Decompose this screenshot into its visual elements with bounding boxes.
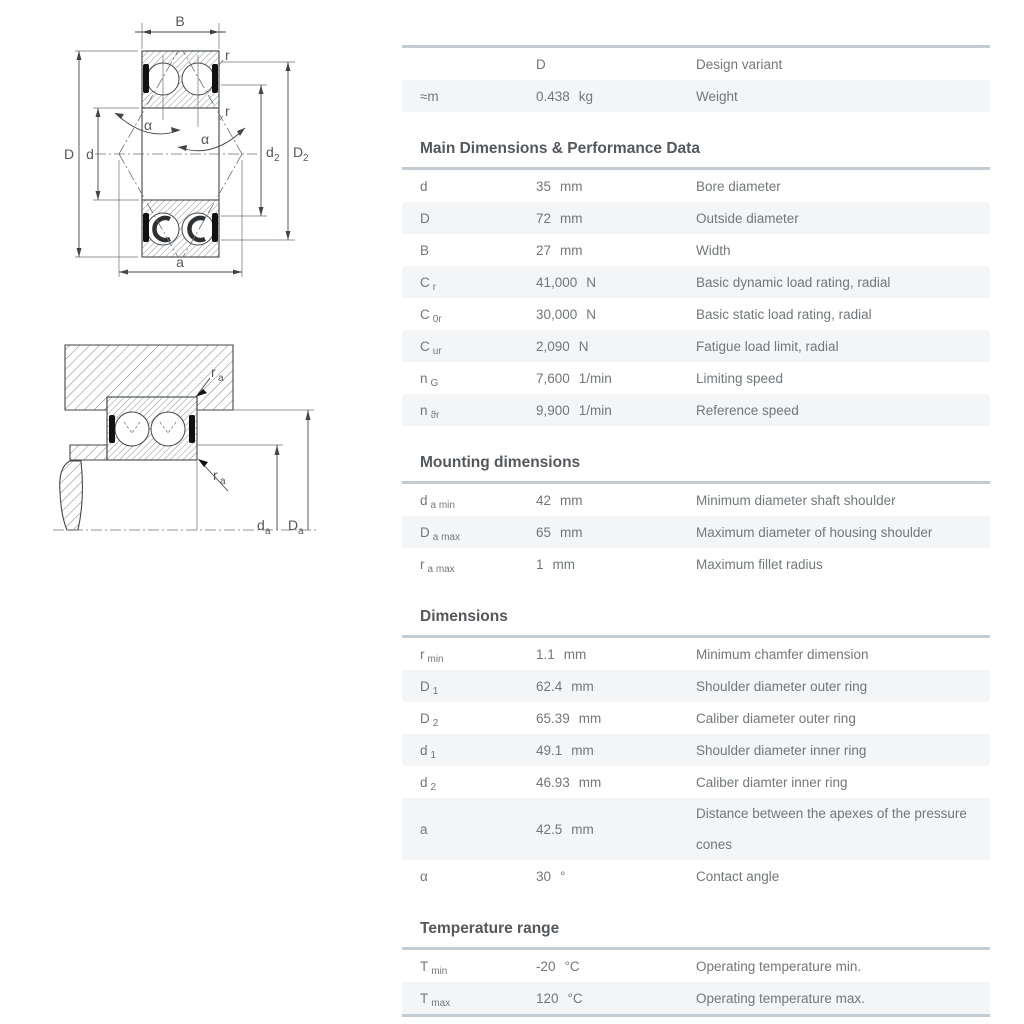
row-description: Basic dynamic load rating, radial bbox=[696, 274, 891, 290]
row-unit: 1/min bbox=[578, 402, 612, 418]
row-symbol: C bbox=[420, 306, 430, 322]
row-symbol-subscript: a min bbox=[430, 499, 455, 511]
row-description: Limiting speed bbox=[696, 370, 784, 386]
row-symbol: D bbox=[420, 524, 430, 540]
row-value: 35 bbox=[536, 178, 552, 194]
row-unit: °C bbox=[564, 958, 580, 974]
row-operating-temp-max bbox=[402, 982, 990, 1014]
row-contact-angle bbox=[402, 860, 990, 892]
intro-table bbox=[402, 48, 990, 112]
row-value: 65.39 bbox=[536, 710, 570, 726]
row-value: D bbox=[536, 56, 546, 72]
row-symbol: D bbox=[420, 210, 430, 226]
row-description: Shoulder diameter inner ring bbox=[696, 742, 867, 758]
panel-bottom-divider bbox=[402, 1014, 990, 1017]
row-value: 120 bbox=[536, 990, 559, 1006]
row-symbol: T bbox=[420, 958, 429, 974]
row-description: Fatigue load limit, radial bbox=[696, 338, 839, 354]
row-value: 42.5 bbox=[536, 821, 563, 837]
label-r-top: r bbox=[225, 47, 230, 63]
label-r-mid: r bbox=[225, 103, 230, 119]
row-unit: mm bbox=[552, 556, 576, 572]
row-description: Maximum fillet radius bbox=[696, 556, 823, 572]
label-ra-top: r bbox=[211, 364, 216, 380]
row-description: Reference speed bbox=[696, 402, 799, 418]
label-d2-subscript: 2 bbox=[274, 153, 280, 164]
row-value: 1 bbox=[536, 556, 544, 572]
row-value: 42 bbox=[536, 492, 552, 508]
row-value: 46.93 bbox=[536, 774, 570, 790]
row-bore-diameter bbox=[402, 170, 990, 202]
row-unit: mm bbox=[560, 492, 583, 508]
row-value: 27 bbox=[536, 242, 552, 258]
row-unit: ° bbox=[560, 868, 566, 884]
row-unit: mm bbox=[578, 774, 602, 790]
row-caliber-diameter-outer bbox=[402, 702, 990, 734]
row-value: 72 bbox=[536, 210, 552, 226]
seal-right-bottom bbox=[212, 213, 218, 242]
section-title: Mounting dimensions bbox=[420, 454, 581, 471]
row-symbol-subscript: min bbox=[431, 965, 448, 977]
row-max-fillet-radius bbox=[402, 548, 990, 580]
row-unit: mm bbox=[571, 821, 594, 837]
row-symbol-subscript: min bbox=[427, 653, 444, 665]
row-symbol-subscript: a max bbox=[432, 531, 460, 543]
row-static-load-rating bbox=[402, 298, 990, 330]
row-symbol: n bbox=[420, 402, 428, 418]
row-symbol-subscript: r bbox=[432, 281, 437, 293]
bearing-cross-section-drawing bbox=[35, 5, 335, 295]
shaft-section bbox=[60, 445, 107, 530]
row-value: 30,000 bbox=[536, 306, 578, 322]
row-unit: mm bbox=[571, 742, 594, 758]
row-caliber-diameter-inner bbox=[402, 766, 990, 798]
dim-d2 bbox=[221, 85, 280, 216]
row-description: Design variant bbox=[696, 56, 783, 72]
row-symbol: α bbox=[420, 868, 428, 884]
label-alpha-left: α bbox=[143, 117, 153, 133]
row-symbol-subscript: 2 bbox=[432, 717, 439, 729]
row-symbol: B bbox=[420, 242, 430, 258]
row-value: 2,090 bbox=[536, 338, 570, 354]
label-D2-subscript: 2 bbox=[303, 153, 309, 164]
row-symbol-subscript: max bbox=[431, 997, 451, 1009]
row-symbol-subscript: a max bbox=[427, 563, 455, 575]
row-value: 62.4 bbox=[536, 678, 563, 694]
section-dimensions bbox=[402, 608, 990, 892]
row-value: 1.1 bbox=[536, 646, 555, 662]
row-value: 30 bbox=[536, 868, 552, 884]
row-description: Weight bbox=[696, 88, 738, 104]
mounted-bearing bbox=[107, 397, 197, 460]
row-unit: mm bbox=[578, 710, 602, 726]
row-description: Distance between the apexes of the pressure cones bbox=[696, 806, 967, 852]
row-width bbox=[402, 234, 990, 266]
row-operating-temp-min bbox=[402, 950, 990, 982]
row-unit: mm bbox=[563, 646, 587, 662]
label-ra-bottom-subscript: a bbox=[220, 476, 226, 487]
row-symbol-subscript: ur bbox=[432, 345, 442, 357]
seal-right-top bbox=[212, 64, 218, 93]
seal-right bbox=[189, 415, 195, 443]
row-value: 7,600 bbox=[536, 370, 570, 386]
label-da-subscript: a bbox=[265, 526, 271, 537]
row-fatigue-load-limit bbox=[402, 330, 990, 362]
label-ra-bottom: r bbox=[213, 467, 218, 483]
mounting-drawing bbox=[45, 330, 335, 555]
row-description: Operating temperature max. bbox=[696, 990, 865, 1006]
seal-left bbox=[109, 415, 115, 443]
row-description: Basic static load rating, radial bbox=[696, 306, 872, 322]
row-symbol-subscript: 0r bbox=[432, 313, 442, 325]
row-description: Caliber diameter outer ring bbox=[696, 710, 856, 726]
row-value: -20 bbox=[536, 958, 556, 974]
dim-B bbox=[135, 13, 226, 49]
row-symbol: T bbox=[420, 990, 429, 1006]
row-symbol: d bbox=[420, 742, 428, 758]
dim-d bbox=[86, 108, 139, 200]
row-unit: °C bbox=[567, 990, 583, 1006]
row-value: 65 bbox=[536, 524, 552, 540]
section-title: Temperature range bbox=[420, 920, 560, 937]
row-value: 0.438 bbox=[536, 88, 570, 104]
row-outside-diameter bbox=[402, 202, 990, 234]
row-min-chamfer bbox=[402, 638, 990, 670]
row-description: Maximum diameter of housing shoulder bbox=[696, 524, 933, 540]
spec-panel bbox=[402, 45, 990, 1017]
row-symbol: C bbox=[420, 274, 430, 290]
row-description: Minimum diameter shaft shoulder bbox=[696, 492, 896, 508]
row-unit: mm bbox=[560, 242, 583, 258]
row-unit: mm bbox=[560, 210, 583, 226]
row-symbol: n bbox=[420, 370, 428, 386]
row-unit: N bbox=[586, 306, 597, 322]
label-d: d bbox=[86, 146, 94, 162]
row-dynamic-load-rating bbox=[402, 266, 990, 298]
row-description: Width bbox=[696, 242, 731, 258]
section-mounting-dimensions bbox=[402, 454, 990, 580]
row-description: Operating temperature min. bbox=[696, 958, 862, 974]
row-value: 49.1 bbox=[536, 742, 563, 758]
row-reference-speed bbox=[402, 394, 990, 426]
row-symbol: D bbox=[420, 678, 430, 694]
label-ra-top-subscript: a bbox=[218, 373, 224, 384]
row-limiting-speed bbox=[402, 362, 990, 394]
section-main-dimensions bbox=[402, 140, 990, 426]
label-B: B bbox=[175, 13, 185, 29]
label-a: a bbox=[176, 254, 184, 270]
section-title: Dimensions bbox=[420, 608, 508, 625]
row-unit: 1/min bbox=[578, 370, 612, 386]
dim-D2 bbox=[221, 62, 309, 240]
label-d2: d bbox=[266, 144, 274, 160]
row-shoulder-diameter-outer bbox=[402, 670, 990, 702]
row-symbol-subscript: 2 bbox=[430, 781, 437, 793]
label-D2: D bbox=[293, 144, 304, 160]
label-D: D bbox=[63, 146, 75, 162]
row-shoulder-diameter-inner bbox=[402, 734, 990, 766]
row-description: Bore diameter bbox=[696, 178, 781, 194]
row-symbol: d bbox=[420, 492, 428, 508]
dim-da bbox=[257, 445, 280, 537]
row-symbol-subscript: 1 bbox=[430, 749, 437, 761]
label-da: d bbox=[257, 517, 265, 533]
row-symbol: a bbox=[420, 821, 428, 837]
row-symbol: r bbox=[420, 646, 425, 662]
row-unit: mm bbox=[560, 524, 583, 540]
row-unit: kg bbox=[578, 88, 594, 104]
row-symbol: r bbox=[420, 556, 425, 572]
row-max-housing-shoulder bbox=[402, 516, 990, 548]
row-unit: N bbox=[586, 274, 597, 290]
row-value: 41,000 bbox=[536, 274, 578, 290]
label-Da: D bbox=[288, 517, 299, 533]
seal-left-bottom bbox=[143, 213, 149, 242]
row-symbol: d bbox=[420, 178, 428, 194]
label-Da-subscript: a bbox=[298, 526, 304, 537]
row-description: Minimum chamfer dimension bbox=[696, 646, 869, 662]
seal-left-top bbox=[143, 64, 149, 93]
row-symbol: D bbox=[420, 710, 430, 726]
label-alpha-right: α bbox=[200, 131, 210, 147]
bearing-bottom-section bbox=[142, 200, 219, 257]
row-weight bbox=[402, 80, 990, 112]
row-symbol-subscript: G bbox=[430, 377, 439, 389]
row-apex-distance bbox=[402, 798, 990, 860]
section-title: Main Dimensions & Performance Data bbox=[420, 140, 700, 157]
row-value: 9,900 bbox=[536, 402, 570, 418]
row-description: Contact angle bbox=[696, 868, 780, 884]
row-unit: mm bbox=[571, 678, 594, 694]
section-temperature-range bbox=[402, 920, 990, 1017]
fillet-ra-bottom bbox=[198, 459, 228, 491]
row-symbol-subscript: ϑr bbox=[430, 409, 440, 421]
row-symbol: d bbox=[420, 774, 428, 790]
row-symbol: ≈m bbox=[420, 88, 439, 104]
dim-Da bbox=[288, 410, 311, 537]
row-design-variant bbox=[402, 48, 990, 80]
row-description: Outside diameter bbox=[696, 210, 799, 226]
row-unit: N bbox=[578, 338, 589, 354]
row-unit: mm bbox=[560, 178, 583, 194]
row-description: Shoulder diameter outer ring bbox=[696, 678, 868, 694]
bearing-top-section bbox=[142, 51, 219, 108]
row-symbol: C bbox=[420, 338, 430, 354]
row-min-shaft-shoulder bbox=[402, 484, 990, 516]
row-description: Caliber diamter inner ring bbox=[696, 774, 848, 790]
row-symbol-subscript: 1 bbox=[432, 685, 439, 697]
